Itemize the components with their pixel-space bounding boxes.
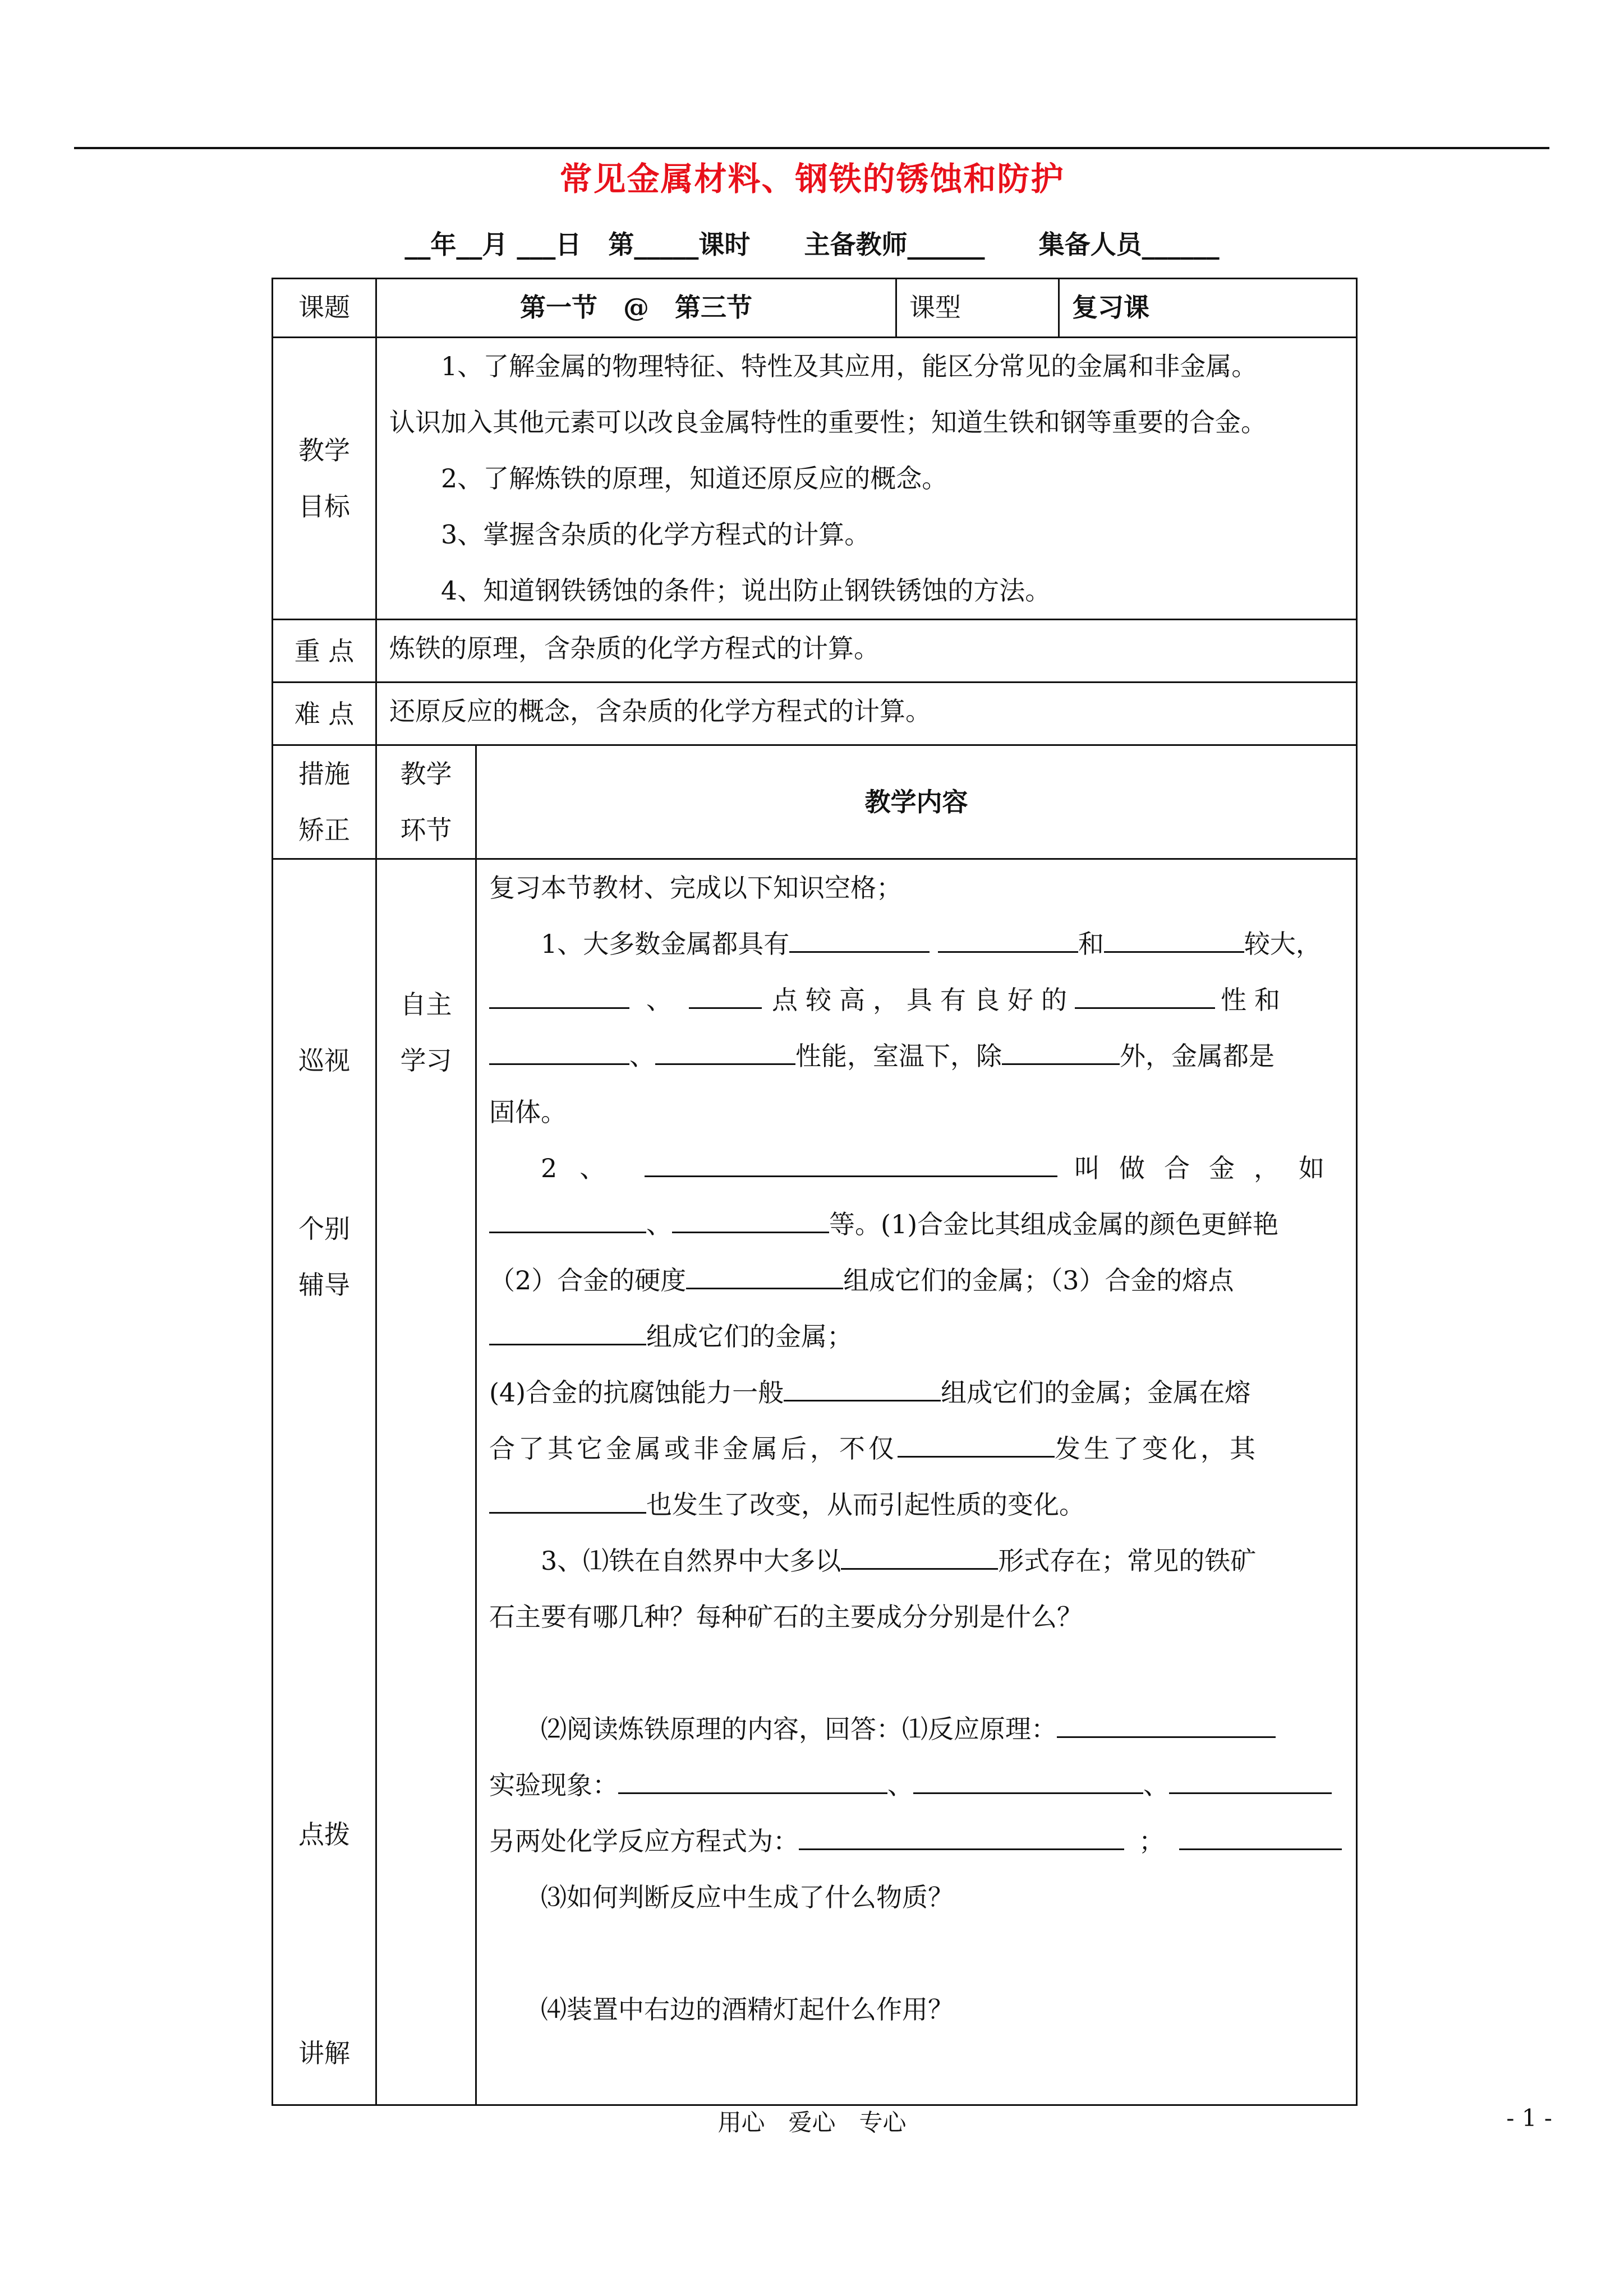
q2-text: (4)合金的抗腐蚀能力一般 <box>489 1377 784 1408</box>
objective-item: 4、知道钢铁锈蚀的条件；说出防止钢铁锈蚀的方法。 <box>441 575 1051 606</box>
question-2-line7 <box>489 1477 1344 1533</box>
q1-text: 外，金属都是 <box>1120 1041 1275 1071</box>
hint-label: 点拨 <box>298 1819 350 1850</box>
topic-value: 第一节 @ 第三节 <box>376 279 896 338</box>
question-3-line2: 石主要有哪几种？每种矿石的主要成分分别是什么？ <box>489 1602 1083 1632</box>
q2-text: 组成它们的金属； <box>646 1321 853 1352</box>
content-header: 教学内容 <box>476 745 1357 859</box>
q2-text: 叫做合金，如 <box>1074 1153 1344 1183</box>
objective-item: 3、掌握含杂质的化学方程式的计算。 <box>441 519 871 550</box>
answer-blank[interactable] <box>689 985 762 1009</box>
question-3-line4 <box>489 1757 1344 1813</box>
answer-blank[interactable] <box>489 1490 646 1514</box>
difficulty-row <box>273 683 1357 745</box>
question-2-line4 <box>489 1308 1344 1364</box>
meta-line: __年__月 ___日 第_____课时 主备教师______ 集备人员______ <box>404 229 1220 260</box>
q2-text: 组成它们的金属；金属在熔 <box>941 1377 1251 1408</box>
measures-column <box>273 859 376 2105</box>
q2-text: 发生了变化，其 <box>1055 1433 1259 1464</box>
question-1-line4: 固体。 <box>489 1097 567 1127</box>
content-row <box>273 859 1357 2105</box>
stage-header <box>376 745 476 859</box>
objective-item: 认识加入其他元素可以改良金属特性的重要性；知道生铁和钢等重要的合金。 <box>389 407 1267 437</box>
stage-label-line1: 自主 <box>400 989 452 1020</box>
answer-blank[interactable] <box>1169 1770 1332 1794</box>
question-2-line2 <box>489 1196 1344 1252</box>
q1-text: 1、大多数金属都具有 <box>541 929 790 959</box>
answer-blank[interactable] <box>789 929 930 953</box>
stage-label-line2: 学习 <box>400 1045 452 1076</box>
answer-blank[interactable] <box>1057 1714 1276 1738</box>
answer-blank[interactable] <box>489 1321 646 1345</box>
answer-blank[interactable] <box>1075 985 1215 1009</box>
question-2-line5 <box>489 1364 1344 1421</box>
explain-label: 讲解 <box>298 2038 350 2068</box>
answer-blank[interactable] <box>489 1209 646 1233</box>
question-3-line5 <box>489 1813 1344 1869</box>
answer-blank[interactable] <box>645 1153 1057 1177</box>
content-intro: 复习本节教材、完成以下知识空格； <box>489 873 902 903</box>
lesson-type-label: 课型 <box>896 279 1059 338</box>
spacer <box>489 1645 1344 1701</box>
objective-item: 1、了解金属的物理特征、特性及其应用，能区分常见的金属和非金属。 <box>441 351 1258 381</box>
answer-blank[interactable] <box>1002 1041 1120 1065</box>
topic-row <box>273 279 1357 338</box>
key-point-text: 炼铁的原理，含杂质的化学方程式的计算。 <box>376 620 1357 683</box>
objective-item: 2、了解炼铁的原理，知道还原反应的概念。 <box>441 463 948 494</box>
measures-header-line2: 矫正 <box>298 815 350 845</box>
question-3-line7: ⑷装置中右边的酒精灯起什么作用？ <box>541 1994 954 2025</box>
measures-header-line1: 措施 <box>298 759 350 789</box>
topic-label: 课题 <box>273 279 376 338</box>
q2-text: 组成它们的金属；（3）合金的熔点 <box>843 1265 1234 1295</box>
q1-text: 、 <box>629 1041 655 1071</box>
question-3-line1 <box>489 1533 1344 1589</box>
question-3-line3 <box>489 1701 1344 1757</box>
measures-header <box>273 745 376 859</box>
answer-blank[interactable] <box>672 1209 829 1233</box>
q2-text: 也发生了改变，从而引起性质的变化。 <box>646 1490 1085 1520</box>
question-1-line3 <box>489 1028 1344 1084</box>
content-header-row <box>273 745 1357 859</box>
answer-blank[interactable] <box>841 1546 998 1570</box>
answer-blank[interactable] <box>1179 1826 1342 1850</box>
q1-text: 较大， <box>1244 929 1322 959</box>
q3-text: 形式存在；常见的铁矿 <box>998 1546 1257 1576</box>
guide-label-line2: 辅导 <box>298 1270 350 1300</box>
top-rule <box>74 147 1549 149</box>
q2-text: 2、 <box>541 1153 628 1183</box>
question-2-line1 <box>489 1140 1344 1196</box>
q3-text: 实验现象： <box>489 1770 618 1800</box>
answer-blank[interactable] <box>489 985 629 1009</box>
q3-text: ； <box>1139 1826 1165 1856</box>
q1-text: 性和 <box>1221 985 1288 1015</box>
lesson-plan-table <box>272 278 1358 2106</box>
q3-text: 、 <box>887 1770 913 1800</box>
q3-text: 另两处化学反应方程式为： <box>489 1826 799 1856</box>
footer-motto: 用心 爱心 专心 <box>717 2109 907 2136</box>
question-1-line2 <box>489 972 1344 1028</box>
guide-label-line1: 个别 <box>298 1214 350 1244</box>
answer-blank[interactable] <box>784 1377 941 1401</box>
objectives-content <box>376 338 1357 620</box>
answer-blank[interactable] <box>938 929 1078 953</box>
q1-text: 、 <box>646 985 672 1015</box>
objectives-label-line1: 教学 <box>298 435 350 465</box>
answer-blank[interactable] <box>618 1770 887 1794</box>
q2-text: 、 <box>646 1209 672 1239</box>
q3-text: ⑵阅读炼铁原理的内容，回答：⑴反应原理： <box>541 1714 1057 1744</box>
page-number: - 1 - <box>1506 2104 1552 2132</box>
difficulty-label: 难 点 <box>273 683 376 745</box>
q3-text: 3、⑴铁在自然界中大多以 <box>541 1546 841 1576</box>
stage-header-line2: 环节 <box>400 815 452 845</box>
content-column <box>476 859 1357 2105</box>
answer-blank[interactable] <box>489 1041 629 1065</box>
question-3-line6: ⑶如何判断反应中生成了什么物质？ <box>541 1882 954 1912</box>
objectives-label <box>273 338 376 620</box>
answer-blank[interactable] <box>799 1826 1124 1850</box>
lesson-type-value: 复习课 <box>1059 279 1357 338</box>
q3-text: 、 <box>1143 1770 1169 1800</box>
q2-text: 合了其它金属或非金属后，不仅 <box>489 1433 898 1464</box>
q2-text: （2）合金的硬度 <box>489 1265 687 1295</box>
answer-blank[interactable] <box>686 1265 843 1289</box>
key-point-label: 重 点 <box>273 620 376 683</box>
question-1-line1 <box>489 916 1344 972</box>
stage-header-line1: 教学 <box>400 759 452 789</box>
q2-text: 等。(1)合金比其组成金属的颜色更鲜艳 <box>829 1209 1279 1239</box>
question-2-line3 <box>489 1252 1344 1308</box>
key-point-row <box>273 620 1357 683</box>
answer-blank[interactable] <box>898 1433 1055 1458</box>
q1-text: 点较高，具有良好的 <box>772 985 1075 1015</box>
answer-blank[interactable] <box>1104 929 1244 953</box>
spacer <box>489 1925 1344 1981</box>
q1-text: 和 <box>1078 929 1104 959</box>
objectives-label-line2: 目标 <box>298 491 350 522</box>
answer-blank[interactable] <box>655 1041 795 1065</box>
page-title: 常见金属材料、钢铁的锈蚀和防护 <box>559 160 1065 198</box>
patrol-label: 巡视 <box>298 1045 350 1076</box>
objectives-row <box>273 338 1357 620</box>
q1-text: 性能，室温下，除 <box>795 1041 1002 1071</box>
question-2-line6 <box>489 1421 1344 1477</box>
difficulty-text: 还原反应的概念，含杂质的化学方程式的计算。 <box>376 683 1357 745</box>
stage-column <box>376 859 476 2105</box>
answer-blank[interactable] <box>913 1770 1143 1794</box>
